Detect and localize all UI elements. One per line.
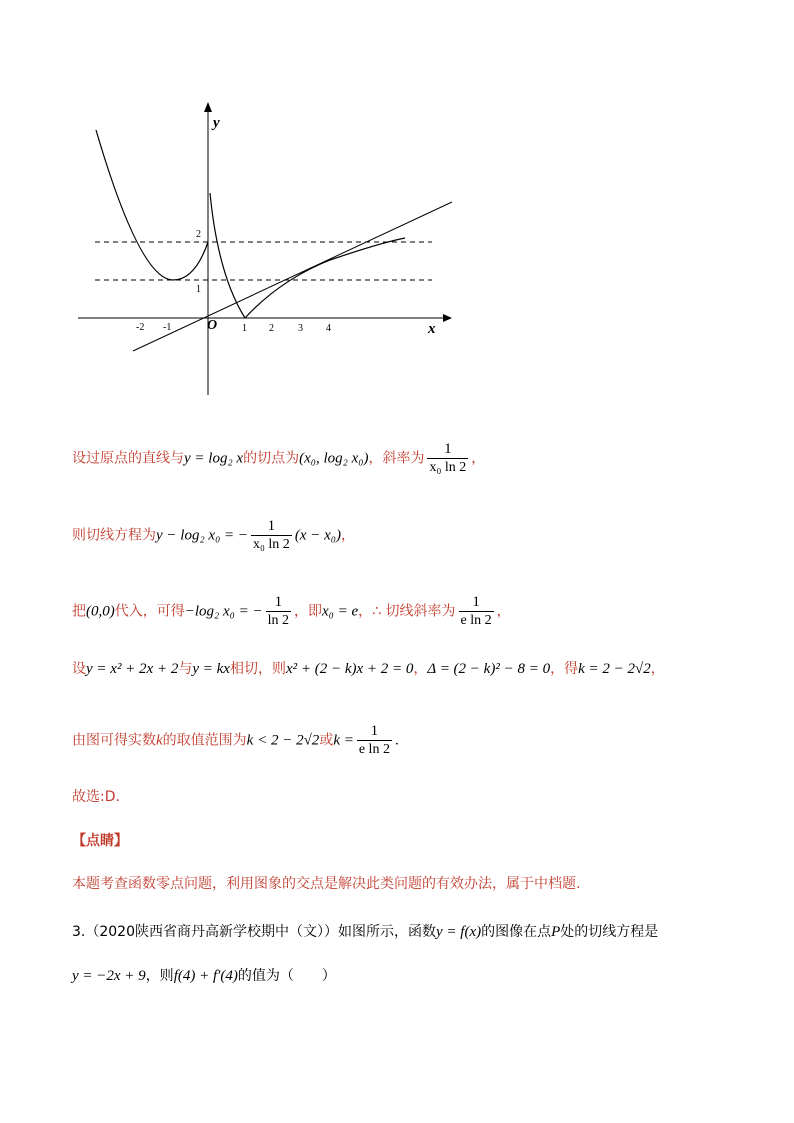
numerator: 1 bbox=[267, 518, 276, 534]
x-tick-1: 1 bbox=[242, 323, 247, 334]
math-expr: k bbox=[156, 732, 163, 749]
text: ， bbox=[340, 527, 355, 544]
y-tick-1: 1 bbox=[196, 284, 201, 295]
origin-label: O bbox=[207, 318, 218, 333]
function-graph-figure bbox=[60, 95, 460, 400]
solution-line-3 bbox=[72, 593, 511, 630]
math-expr: f(4) + f′(4) bbox=[173, 968, 238, 984]
fraction bbox=[459, 593, 494, 630]
text: ， bbox=[496, 603, 511, 620]
math-expr: y − log₂ x₀ = − bbox=[156, 527, 249, 544]
problem3-line-1 bbox=[72, 922, 658, 942]
solution-line-4 bbox=[72, 659, 665, 679]
text: 则切线方程为 bbox=[72, 527, 156, 544]
math-expr: P bbox=[551, 924, 561, 940]
text: 设过原点的直线与 bbox=[72, 450, 184, 467]
text: ，即 bbox=[294, 603, 323, 620]
y-axis-arrow bbox=[204, 102, 212, 112]
denominator: ln 2 bbox=[267, 613, 290, 628]
math-expr: −log₂ x₀ = − bbox=[184, 603, 263, 620]
text: 的切点为 bbox=[243, 450, 300, 467]
text: 把 bbox=[72, 603, 86, 620]
text: 相切，则 bbox=[229, 661, 286, 677]
numerator: 1 bbox=[444, 441, 452, 457]
parabola-curve bbox=[96, 130, 208, 280]
math-expr: y = f(x) bbox=[436, 924, 482, 940]
numerator: 1 bbox=[472, 594, 480, 610]
x-tick-neg2: -2 bbox=[136, 322, 145, 333]
math-expr: (x₀, log₂ x₀) bbox=[299, 450, 369, 467]
text: 设 bbox=[72, 661, 86, 677]
solution-line-2 bbox=[72, 517, 355, 554]
log-curve bbox=[245, 238, 405, 318]
text: 代入，可得 bbox=[114, 603, 185, 620]
text: . bbox=[394, 732, 399, 749]
math-expr: y = x² + 2x + 2 bbox=[86, 661, 179, 677]
fraction bbox=[251, 517, 292, 554]
fraction bbox=[266, 593, 291, 630]
math-expr: k = bbox=[333, 732, 354, 749]
text: 或 bbox=[319, 732, 334, 749]
fraction bbox=[357, 722, 392, 759]
math-expr: k < 2 − 2√2 bbox=[246, 732, 320, 749]
math-expr: x₀ = e bbox=[322, 603, 359, 620]
text: ， bbox=[471, 450, 486, 467]
text: ，得 bbox=[550, 661, 579, 677]
text: 的取值范围为 bbox=[162, 732, 247, 749]
text: ，斜率为 bbox=[368, 450, 425, 467]
comment-header: 【点睛】 bbox=[72, 833, 128, 849]
text: 的值为（ ） bbox=[237, 968, 336, 984]
denominator: x₀ ln 2 bbox=[429, 460, 467, 475]
math-expr: k = 2 − 2√2 bbox=[578, 661, 651, 677]
math-expr: (x − x₀) bbox=[294, 527, 341, 544]
math-expr: (0,0) bbox=[86, 603, 115, 620]
text: ， bbox=[650, 661, 665, 677]
x-tick-neg1: -1 bbox=[163, 322, 172, 333]
text: ， bbox=[413, 661, 428, 677]
denominator: e ln 2 bbox=[358, 742, 390, 757]
math-expr: y = −2x + 9 bbox=[72, 968, 146, 984]
x-tick-4: 4 bbox=[326, 323, 331, 334]
numerator: 1 bbox=[370, 723, 379, 739]
comment-text: 本题考查函数零点问题，利用图象的交点是解决此类问题的有效办法，属于中档题. bbox=[72, 876, 581, 892]
text: 3.（2020陕西省商丹高新学校期中（文））如图所示，函数 bbox=[72, 924, 436, 940]
math-expr: y = log₂ x bbox=[184, 450, 244, 467]
abs-log-curve bbox=[210, 193, 245, 318]
y-tick-2: 2 bbox=[196, 229, 201, 240]
fraction bbox=[427, 440, 468, 477]
text: 与 bbox=[178, 661, 193, 677]
x-axis-arrow bbox=[443, 314, 452, 322]
text: 处的切线方程是 bbox=[560, 924, 659, 940]
x-axis-label: x bbox=[428, 321, 436, 337]
x-tick-2: 2 bbox=[269, 323, 274, 334]
solution-line-1 bbox=[72, 440, 485, 477]
problem3-line-2 bbox=[72, 966, 336, 986]
answer-line: 故选:D. bbox=[72, 789, 120, 805]
numerator: 1 bbox=[274, 594, 283, 610]
text: ，则 bbox=[145, 968, 174, 984]
y-axis-label: y bbox=[213, 115, 220, 131]
solution-line-5 bbox=[72, 722, 399, 759]
text: 由图可得实数 bbox=[72, 732, 156, 749]
text: 的图像在点 bbox=[481, 924, 552, 940]
denominator: e ln 2 bbox=[460, 613, 492, 628]
math-expr: y = kx bbox=[192, 661, 230, 677]
tangent-line bbox=[133, 202, 452, 351]
text: ，∴ 切线斜率为 bbox=[358, 603, 456, 620]
math-expr: Δ = (2 − k)² − 8 = 0 bbox=[427, 661, 551, 677]
math-expr: x² + (2 − k)x + 2 = 0 bbox=[285, 661, 414, 677]
x-tick-3: 3 bbox=[298, 323, 303, 334]
denominator: x₀ ln 2 bbox=[253, 537, 290, 552]
